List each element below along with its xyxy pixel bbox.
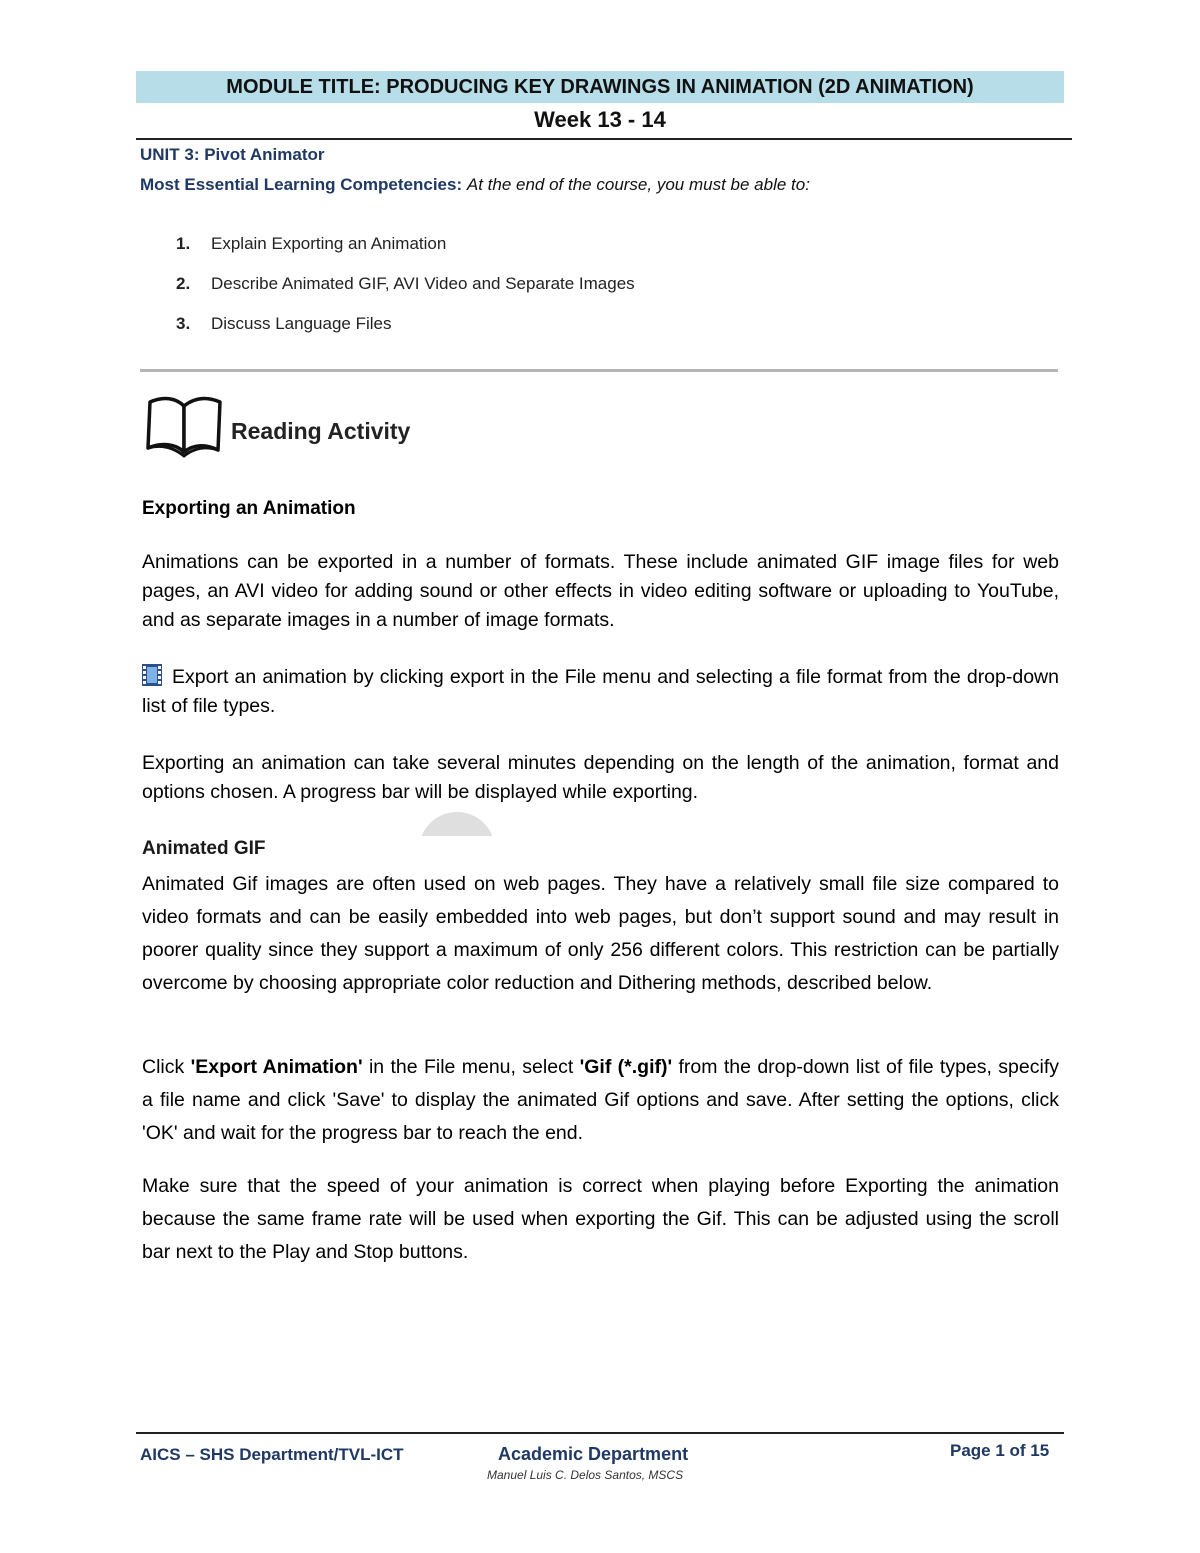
- footer-author: Manuel Luis C. Delos Santos, MSCS: [487, 1468, 684, 1482]
- list-text: Discuss Language Files: [211, 314, 392, 333]
- text-run: from the drop-down list of file types, specify a file name and click 'Save' to display the animated Gif options and save. After setting the options, click 'OK' and wait for the progress bar to reach the end.: [142, 1056, 1059, 1144]
- competencies-intro: At the end of the course, you must be able to:: [466, 175, 810, 194]
- week-label: Week 13 - 14: [534, 107, 666, 132]
- footer-department: AICS – SHS Department/TVL-ICT: [140, 1445, 404, 1464]
- list-text: Explain Exporting an Animation: [211, 234, 447, 253]
- page-number: Page 1 of 15: [950, 1441, 1050, 1460]
- section-divider: [140, 369, 1058, 372]
- list-text: Describe Animated GIF, AVI Video and Separate Images: [211, 274, 635, 293]
- paragraph-gif-export-steps: [142, 1051, 1059, 1150]
- paragraph-formats: Animations can be exported in a number of formats. These include animated GIF image files for web pages, an AVI video for adding sound or other effects in video editing software or uploading to YouTube, and as separate images in a number of image formats.: [142, 551, 1059, 631]
- paragraph-export-duration: Exporting an animation can take several minutes depending on the length of the animation, format and options chosen. A progress bar will be displayed while exporting.: [142, 752, 1059, 803]
- text-run: in the File menu, select: [362, 1056, 580, 1078]
- module-title: MODULE TITLE: PRODUCING KEY DRAWINGS IN ANIMATION (2D ANIMATION): [136, 71, 1064, 103]
- list-number: 2.: [176, 274, 191, 293]
- unit-title: UNIT 3: Pivot Animator: [140, 145, 325, 164]
- list-item: [176, 234, 635, 274]
- header-divider: [136, 138, 1072, 140]
- list-number: 3.: [176, 314, 191, 333]
- footer-divider: [136, 1432, 1064, 1434]
- watermark-shape: [419, 812, 495, 836]
- footer-academic-department: Academic Department: [498, 1444, 689, 1464]
- list-item: [176, 274, 635, 314]
- competencies-list: [176, 234, 635, 354]
- paragraph-frame-rate: Make sure that the speed of your animation is correct when playing before Exporting the animation because the same frame rate will be used when exporting the Gif. This can be adjusted using the scroll bar next to the Play and Stop buttons.: [142, 1175, 1059, 1263]
- film-icon: [142, 664, 162, 686]
- export-heading: Exporting an Animation: [142, 498, 356, 519]
- list-item: [176, 314, 635, 354]
- text-run-bold: 'Export Animation': [190, 1056, 363, 1078]
- competencies-label: Most Essential Learning Competencies:: [140, 175, 463, 194]
- paragraph-text: Export an animation by clicking export in the File menu and selecting a file format from the drop-down list of file types.: [142, 666, 1059, 717]
- reading-activity-title: Reading Activity: [231, 418, 411, 444]
- competencies-line: [140, 175, 810, 195]
- paragraph-gif-description: Animated Gif images are often used on web pages. They have a relatively small file size compared to video formats and can be easily embedded into web pages, but don’t support sound and may result in poorer quality since they support a maximum of only 256 different colors. This restriction can be partially overcome by choosing appropriate color reduction and Dithering methods, described below.: [142, 873, 1059, 994]
- paragraph-export-instructions: [142, 663, 1059, 721]
- animated-gif-heading: Animated GIF: [142, 838, 266, 859]
- list-number: 1.: [176, 234, 191, 253]
- open-book-icon: [144, 392, 224, 460]
- text-run: Click: [142, 1056, 191, 1078]
- text-run-bold: 'Gif (*.gif)': [579, 1056, 673, 1078]
